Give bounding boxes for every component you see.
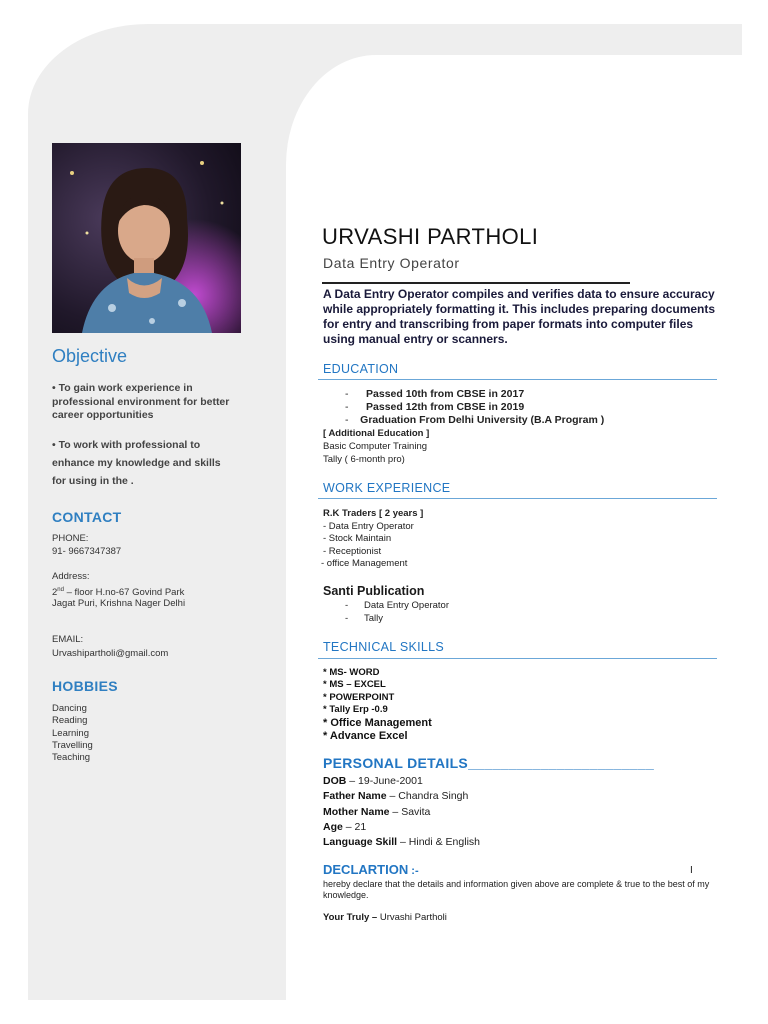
company-1-name: R.K Traders [ 2 years ] xyxy=(323,508,424,519)
skill-item: * MS – EXCEL xyxy=(323,679,386,691)
personal-value: – Hindi & English xyxy=(397,836,480,849)
role-item: - Stock Maintain xyxy=(323,533,392,545)
declaration-heading xyxy=(323,861,419,879)
skill-item: * MS- WORD xyxy=(323,667,380,678)
address-line-2: Jagat Puri, Krishna Nager Delhi xyxy=(52,598,186,609)
role-item: - Data Entry Operator xyxy=(323,521,414,532)
candidate-role: Data Entry Operator xyxy=(323,255,460,271)
address-label: Address: xyxy=(52,571,90,582)
personal-label: Mother Name xyxy=(323,805,390,818)
address-line-1-rest: – floor H.no-67 Govind Park xyxy=(63,587,185,599)
declaration-marker: I xyxy=(690,865,693,876)
personal-value: – Savita xyxy=(389,805,431,818)
role-item: - Receptionist xyxy=(323,545,382,557)
role-item: - office Management xyxy=(321,557,408,569)
work-divider xyxy=(318,498,717,499)
role-item: Data Entry Operator xyxy=(364,600,450,611)
profile-summary: A Data Entry Operator compiles and verifies data to ensure accuracy while appropriately formatting it. This includes preparing documents for entry and transcribing from paper formats into computer files using manual entry or scanners. xyxy=(323,287,716,346)
email-label: EMAIL: xyxy=(52,634,84,645)
phone-value: 91- 9667347387 xyxy=(52,546,122,557)
company-1-roles xyxy=(323,521,414,570)
personal-label: Age xyxy=(323,820,343,833)
education-item: - Passed 10th from CBSE in 2017 xyxy=(345,388,525,400)
role-item: Tally xyxy=(364,613,384,624)
company-2-role: - Tally xyxy=(345,613,384,624)
hobby-item: Learning xyxy=(52,727,89,739)
personal-label: Language Skill xyxy=(323,836,398,849)
hobbies-list xyxy=(52,703,93,764)
education-item-text: Graduation From Delhi University (B.A Program ) xyxy=(360,414,605,426)
additional-education-item: Tally ( 6-month pro) xyxy=(323,454,405,465)
hobby-item: Reading xyxy=(52,715,88,727)
skill-item-large: * Advance Excel xyxy=(323,730,408,742)
hobby-item: Teaching xyxy=(52,752,91,764)
personal-label: DOB xyxy=(323,775,347,787)
skill-item-large: * Office Management xyxy=(323,717,432,729)
address-floor-number: 2 xyxy=(52,587,58,599)
declaration-text: hereby declare that the details and information given above are complete & true to the best of my knowledge. xyxy=(323,879,710,900)
signature-name: Urvashi Partholi xyxy=(377,912,447,923)
personal-row-age xyxy=(323,819,480,834)
education-item: - Passed 12th from CBSE in 2019 xyxy=(345,401,525,413)
personal-value: – 21 xyxy=(342,820,367,833)
signature-label: Your Truly – xyxy=(323,912,378,923)
personal-value: – Chandra Singh xyxy=(386,790,469,803)
contact-heading: CONTACT xyxy=(52,509,122,525)
skill-item: * POWERPOINT xyxy=(323,691,395,703)
education-heading: EDUCATION xyxy=(323,362,399,376)
declaration-suffix: :- xyxy=(408,865,419,877)
personal-details-heading: PERSONAL DETAILS_______________________ xyxy=(323,755,655,771)
phone-label: PHONE: xyxy=(52,533,89,544)
additional-education-item: Basic Computer Training xyxy=(323,441,428,452)
personal-row-dob xyxy=(323,773,480,788)
address-ordinal-suffix: nd xyxy=(57,587,64,593)
objective-heading: Objective xyxy=(52,346,128,366)
objective-item-2: • To work with professional to enhance my knowledge and skills for using in the . xyxy=(52,439,221,487)
name-divider xyxy=(322,282,630,284)
personal-details-list xyxy=(323,773,480,849)
hobby-item: Dancing xyxy=(52,703,87,714)
education-divider xyxy=(318,379,717,380)
email-value[interactable]: Urvashipartholi@gmail.com xyxy=(52,648,169,659)
skill-item: * Tally Erp -0.9 xyxy=(323,703,388,715)
signature xyxy=(323,912,447,923)
skills-list xyxy=(323,667,394,716)
profile-photo xyxy=(52,143,241,333)
candidate-name: URVASHI PARTHOLI xyxy=(322,224,539,249)
personal-row-father xyxy=(323,788,480,803)
education-item-text: Passed 12th from CBSE in 2019 xyxy=(366,401,525,413)
technical-skills-heading: TECHNICAL SKILLS xyxy=(323,640,445,654)
personal-row-language xyxy=(323,834,480,849)
declaration-title: DECLARTION xyxy=(323,862,409,877)
hobbies-heading: HOBBIES xyxy=(52,678,118,694)
objective-item-1: • To gain work experience in professional environment for better career opportunities xyxy=(52,382,230,421)
work-experience-heading: WORK EXPERIENCE xyxy=(323,481,451,495)
personal-row-mother xyxy=(323,804,480,819)
personal-value: – 19-June-2001 xyxy=(346,775,423,787)
skills-divider xyxy=(318,658,717,659)
company-2-role: - Data Entry Operator xyxy=(345,600,450,611)
company-2-name: Santi Publication xyxy=(323,584,425,598)
education-item: - Graduation From Delhi University (B.A Program ) xyxy=(345,414,605,426)
education-item-text: Passed 10th from CBSE in 2017 xyxy=(366,388,525,400)
hobby-item: Travelling xyxy=(52,739,93,751)
personal-label: Father Name xyxy=(323,790,387,803)
additional-education-heading: [ Additional Education ] xyxy=(323,428,430,439)
